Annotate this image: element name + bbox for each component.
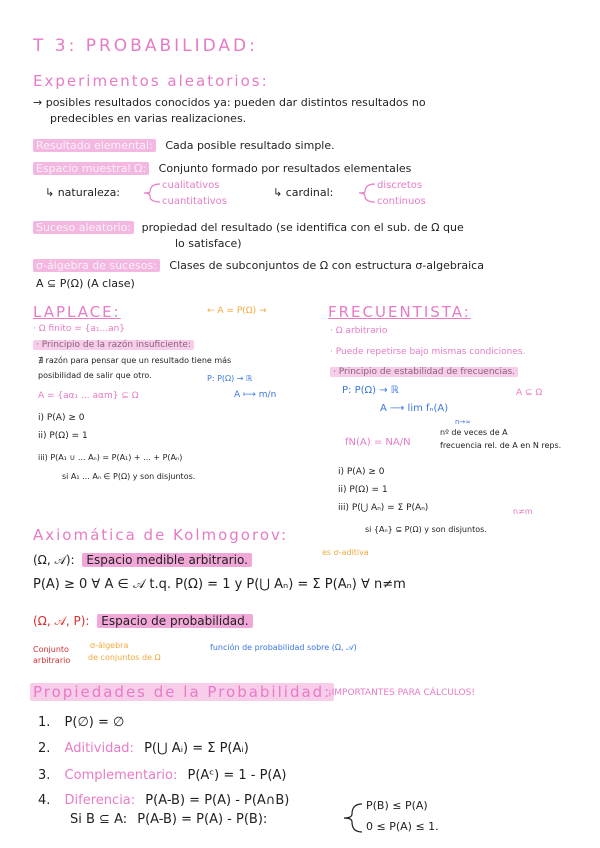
laplace-omega-finito: · Ω finito = {a₁...an}	[33, 324, 126, 334]
laplace-a-set: A = {aα₁ ... aαm} ⊆ Ω	[38, 391, 139, 401]
frecuentista-fn-note-1: nº de veces de A	[440, 428, 508, 437]
prop-2-row	[38, 741, 249, 756]
naturaleza-cuantitativos: cuantitativos	[162, 196, 227, 207]
probability-space-row	[33, 614, 253, 629]
sigma-algebra-text-1: Clases de subconjuntos de Ω con estructura σ-algebraica	[169, 259, 484, 272]
probability-space-tuple: (Ω, 𝒜, P):	[33, 614, 90, 628]
resultado-elemental-row	[33, 139, 335, 152]
laplace-razon-line-2: posibilidad de salir que otro.	[38, 371, 152, 380]
resultado-elemental-label: Resultado elemental:	[33, 139, 156, 152]
frecuentista-p-definition: P: P(Ω) → ℝ	[342, 385, 399, 396]
laplace-map: A ⟼ m/n	[234, 390, 277, 400]
laplace-heading: LAPLACE:	[33, 303, 121, 321]
laplace-axiom-2: ii) P(Ω) = 1	[38, 431, 88, 441]
kolmogorov-axiom: P(A) ≥ 0 ∀ A ∈ 𝒜 t.q. P(Ω) = 1 y P(⋃ Aₙ) = Σ P(Aₙ) ∀ n≠m	[33, 577, 406, 592]
prop-2-label: Aditividad:	[64, 741, 134, 756]
page-title: T 3: PROBABILIDAD:	[33, 36, 258, 56]
naturaleza-brace	[140, 180, 164, 206]
frecuentista-principio-text: · Principio de estabilidad de frecuencias.	[330, 367, 518, 377]
note-arbitrario: arbitrario	[33, 656, 71, 665]
sigma-algebra-text-2: A ⊆ P(Ω) (A clase)	[36, 277, 135, 290]
note-conjunto: Conjunto	[33, 645, 69, 654]
prop-2-text: P(⋃ Aᵢ) = Σ P(Aᵢ)	[144, 741, 249, 756]
prop-4-label: Diferencia:	[64, 793, 136, 808]
propiedades-heading-row	[30, 683, 334, 701]
frecuentista-heading: FRECUENTISTA:	[328, 303, 471, 321]
frecuentista-limit-sub: n→∞	[455, 418, 472, 426]
prop-4b-text: P(A-B) = P(A) - P(B):	[137, 812, 268, 827]
prop-1-text: P(∅) = ∅	[64, 715, 125, 730]
laplace-axiom-1: i) P(A) ≥ 0	[38, 413, 85, 423]
frecuentista-fn-note-2: frecuencia rel. de A en N reps.	[440, 441, 562, 450]
prop-4-text: P(A-B) = P(A) - P(A∩B)	[145, 793, 290, 808]
laplace-p-definition: P: P(Ω) → ℝ	[207, 374, 253, 383]
laplace-arrow-note: ← A = P(Ω) →	[207, 306, 267, 316]
prop-4-row	[38, 793, 289, 808]
experimentos-line-1: → posibles resultados conocidos ya: pueden dar distintos resultados no	[33, 96, 426, 109]
probability-space-text: Espacio de probabilidad.	[97, 614, 252, 628]
prop-4-brace	[340, 800, 366, 836]
suceso-text-2: lo satisface)	[175, 237, 242, 250]
frecuentista-n-neq-m: n≠m	[513, 507, 533, 516]
prop-4b-row	[70, 812, 267, 827]
prop-3-text: P(Aᶜ) = 1 - P(A)	[187, 768, 287, 783]
prop-4-num: 4.	[38, 793, 51, 808]
medible-tuple: (Ω, 𝒜):	[33, 553, 75, 567]
naturaleza-label: ↳ naturaleza:	[45, 186, 121, 199]
frecuentista-a-omega: A ⊆ Ω	[516, 388, 543, 398]
medible-text: Espacio medible arbitrario.	[82, 553, 252, 567]
frecuentista-omega: · Ω arbitrario	[330, 326, 388, 336]
propiedades-heading: Propiedades de la Probabilidad:	[30, 683, 334, 701]
laplace-razon-line-1: ∄ razón para pensar que un resultado tiene más	[38, 356, 232, 365]
prop-4-consequence-1: P(B) ≤ P(A)	[366, 799, 428, 812]
note-de-conjuntos: de conjuntos de Ω	[88, 653, 161, 662]
kolmogorov-heading: Axiomática de Kolmogorov:	[33, 526, 289, 544]
frecuentista-principio	[330, 367, 518, 377]
naturaleza-cualitativos: cualitativos	[162, 180, 220, 191]
suceso-text-1: propiedad del resultado (se identifica con el sub. de Ω que	[141, 221, 464, 234]
espacio-muestral-text: Conjunto formado por resultados elementales	[158, 162, 412, 175]
suceso-row	[33, 221, 464, 234]
laplace-axiom-3: iii) P(A₁ ∪ ... Aₙ) = P(A₁) + ... + P(Aₙ)	[38, 453, 183, 462]
prop-2-num: 2.	[38, 741, 51, 756]
prop-1-num: 1.	[38, 715, 51, 730]
kolmogorov-sigma-aditiva-note: es σ-aditiva	[322, 548, 369, 557]
frecuentista-limit: A ⟶ lim fₙ(A)	[380, 403, 449, 414]
laplace-arrow-note-text: A = P(Ω)	[217, 306, 257, 316]
prop-1-row	[38, 715, 124, 730]
medible-row	[33, 553, 252, 568]
resultado-elemental-text: Cada posible resultado simple.	[165, 139, 335, 152]
frecuentista-axiom-3-condition: si {Aₙ} ⊆ P(Ω) y son disjuntos.	[365, 525, 487, 534]
espacio-muestral-label: Espacio muestral Ω:	[33, 162, 149, 175]
espacio-muestral-row	[33, 162, 411, 175]
propiedades-note: ¡IMPORTANTES PARA CÁLCULOS!	[328, 688, 475, 698]
frecuentista-fn: fN(A) = NA/N	[345, 437, 411, 448]
prop-3-num: 3.	[38, 768, 51, 783]
note-sigma-algebra: σ-álgebra	[90, 641, 129, 650]
suceso-label: Suceso aleatorio:	[33, 221, 134, 234]
laplace-axiom-3-condition: si A₁ ... Aₙ ∈ P(Ω) y son disjuntos.	[62, 472, 196, 481]
frecuentista-repetirse: · Puede repetirse bajo mismas condiciones.	[330, 347, 526, 357]
prop-4b-si: Si B ⊆ A:	[70, 812, 128, 827]
prop-3-label: Complementario:	[64, 768, 178, 783]
cardinal-discretos: discretos	[377, 180, 423, 191]
prop-3-row	[38, 768, 286, 783]
frecuentista-axiom-2: ii) P(Ω) = 1	[338, 485, 388, 495]
laplace-principio-text: · Principio de la razón insuficiente:	[33, 340, 194, 350]
cardinal-continuos: continuos	[377, 196, 426, 207]
cardinal-brace	[355, 180, 379, 206]
experimentos-line-2: predecibles en varias realizaciones.	[50, 112, 247, 125]
sigma-algebra-row	[33, 259, 484, 272]
note-funcion-probabilidad: función de probabilidad sobre (Ω, 𝒜)	[210, 643, 357, 652]
laplace-principio	[33, 340, 194, 350]
frecuentista-axiom-3: iii) P(⋃ Aₙ) = Σ P(Aₙ)	[338, 503, 429, 513]
prop-4-consequence-2: 0 ≤ P(A) ≤ 1.	[366, 820, 439, 833]
section-heading-experimentos: Experimentos aleatorios:	[33, 72, 269, 90]
frecuentista-axiom-1: i) P(A) ≥ 0	[338, 467, 385, 477]
sigma-algebra-label: σ-álgebra de sucesos:	[33, 259, 160, 272]
cardinal-label: ↳ cardinal:	[273, 186, 334, 199]
